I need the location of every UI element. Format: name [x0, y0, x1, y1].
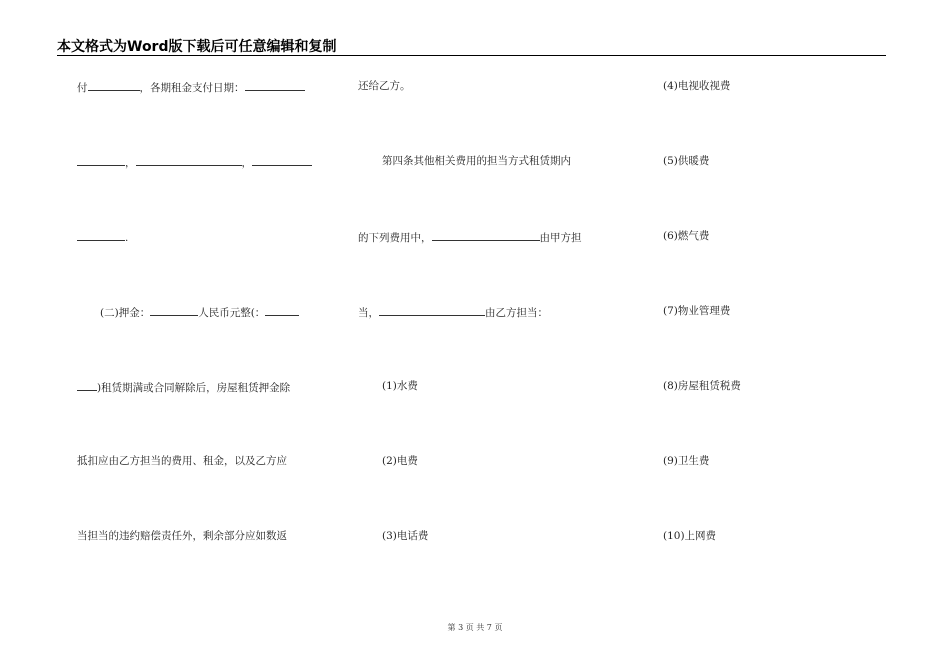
left-line-4: [100, 304, 299, 320]
middle-line-1: 还给乙方。: [358, 80, 411, 92]
document-header-title: 本文格式为Word版下载后可任意编辑和复制: [57, 39, 337, 55]
blank-field: [88, 79, 140, 91]
left-line-2: [77, 154, 312, 170]
right-line-4: (7)物业管理费: [663, 305, 731, 317]
right-line-2: (5)供暖费: [663, 155, 710, 167]
blank-field: [150, 304, 198, 316]
left-line-2-text-b: ，: [241, 157, 252, 169]
blank-field: [245, 79, 305, 91]
blank-field: [432, 229, 540, 241]
left-line-6: 抵扣应由乙方担当的费用、租金，以及乙方应: [77, 455, 287, 467]
left-line-2-text-a: ，: [125, 157, 136, 169]
middle-line-3-text-b: 由甲方担: [539, 232, 582, 244]
blank-field: [77, 379, 97, 391]
middle-line-4-text-b: 由乙方担当：: [485, 307, 548, 319]
right-line-5: (8)房屋租赁税费: [663, 380, 741, 392]
header-divider: [57, 55, 886, 56]
blank-field: [252, 154, 312, 166]
left-line-5: [77, 379, 290, 395]
left-line-7: 当担当的违约赔偿责任外，剩余部分应如数返: [77, 530, 287, 542]
left-line-1: [77, 79, 305, 95]
left-line-1-text-b: ，各期租金支付日期：: [139, 82, 245, 94]
left-line-5-text-a: )租赁期满或合同解除后，房屋租赁押金除: [97, 382, 291, 394]
right-line-3: (6)燃气费: [663, 230, 710, 242]
left-line-3-text-a: .: [125, 232, 129, 244]
middle-line-6: (2)电费: [382, 455, 418, 467]
page-number: 第 3 页 共 7 页: [447, 623, 503, 632]
middle-line-2: 第四条其他相关费用的担当方式租赁期内: [382, 155, 571, 167]
middle-line-7: (3)电话费: [382, 530, 429, 542]
right-line-6: (9)卫生费: [663, 455, 710, 467]
middle-line-3: [358, 229, 582, 245]
middle-line-4: [358, 304, 548, 320]
left-line-4-text-b: 人民币元整(：: [198, 307, 266, 319]
left-line-4-text-a: (二)押金：: [100, 307, 151, 319]
right-line-7: (10)上网费: [663, 530, 717, 542]
blank-field: [77, 154, 125, 166]
blank-field: [379, 304, 485, 316]
left-line-3: [77, 229, 128, 245]
middle-line-3-text-a: 的下列费用中，: [358, 232, 432, 244]
left-line-1-text-a: 付: [77, 82, 88, 94]
middle-line-4-text-a: 当，: [358, 307, 379, 319]
blank-field: [77, 229, 125, 241]
blank-field: [265, 304, 299, 316]
right-line-1: (4)电视收视费: [663, 80, 731, 92]
blank-field: [136, 154, 242, 166]
middle-line-5: (1)水费: [382, 380, 418, 392]
